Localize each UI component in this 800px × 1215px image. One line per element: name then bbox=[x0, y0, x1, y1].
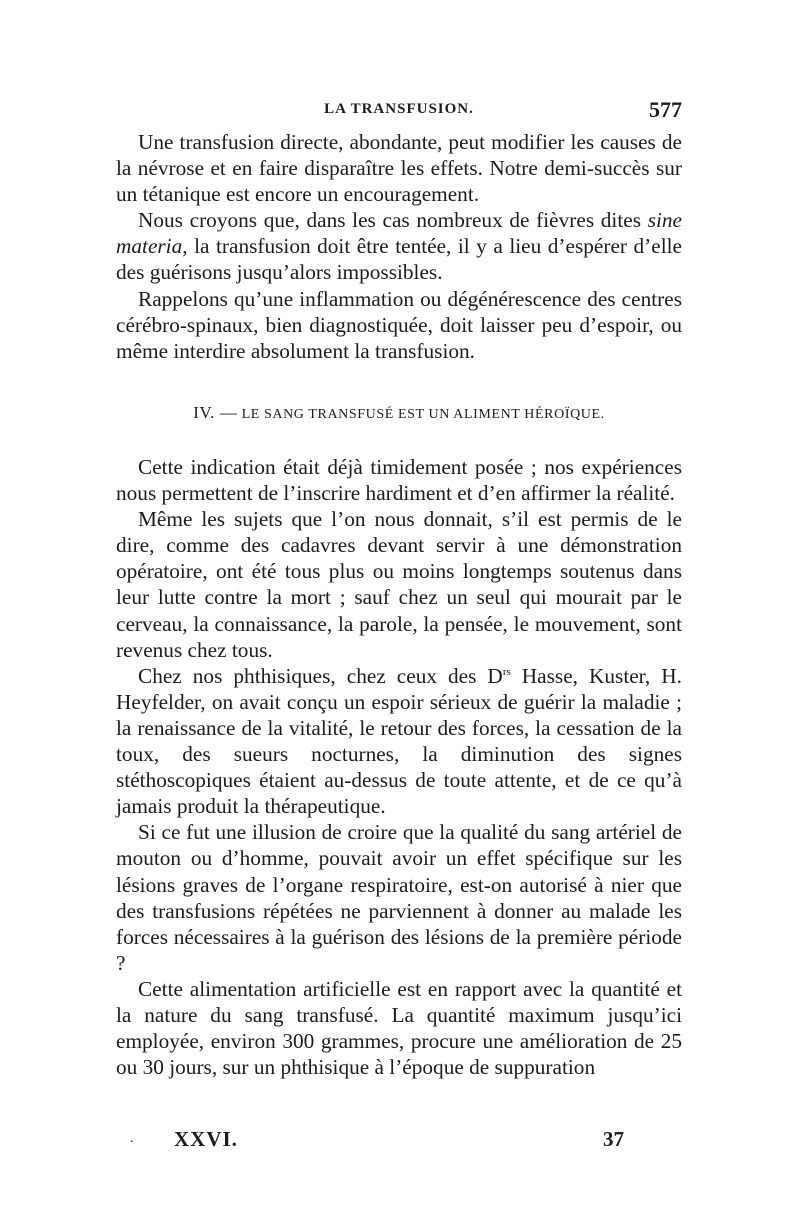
paragraph-text: Nous croyons que, dans les cas nombreux de fièvres dites bbox=[138, 208, 648, 233]
section-heading bbox=[116, 403, 682, 423]
paragraph-text: , la transfusion doit être tentée, il y a lieu d’espérer d’elle des guérisons jusqu’alors impossibles. bbox=[116, 234, 682, 285]
running-head bbox=[116, 97, 682, 123]
section-number: IV. — bbox=[193, 403, 238, 422]
sheet-number: 37 bbox=[603, 1127, 624, 1151]
paragraph-text: Chez nos phthisiques, chez ceux des D bbox=[138, 663, 503, 688]
paragraph: Même les sujets que l’on nous donnait, s’il est permis de le dire, comme des cadavres devant servir à une démonstration opératoire, ont été tous plus ou moins longtemps soutenus dans leur lutte contre la mort ; sauf chez un seul qui mourait par le cerveau, la connaissance, la parole, la pensée, le mouvement, sont revenus chez tous. bbox=[116, 507, 682, 662]
paragraph: Une transfusion directe, abondante, peut modifier les causes de la névrose et en faire disparaître les effets. Notre demi-succès sur un tétanique est encore un encouragement. bbox=[116, 130, 682, 207]
paragraph bbox=[116, 663, 682, 820]
text-block-first bbox=[116, 129, 682, 364]
section-title: LE SANG TRANSFUSÉ EST UN ALIMENT HÉROÏQUE. bbox=[241, 407, 605, 422]
page-footer bbox=[116, 1127, 682, 1157]
paragraph: Cette alimentation artificielle est en rapport avec la quantité et la nature du sang transfusé. La quantité maximum jusqu’ici employée, environ 300 grammes, procure une amélioration de 25 ou 30 jours, sur un phthisique à l’époque de suppuration bbox=[116, 976, 682, 1080]
paragraph: Cette indication était déjà timidement posée ; nos expériences nous permettent de l’inscrire hardiment et d’en affirmer la réalité. bbox=[116, 455, 682, 506]
superscript: rs bbox=[502, 665, 511, 678]
paragraph bbox=[116, 207, 682, 285]
latin-term: sine materia bbox=[116, 208, 682, 259]
paragraph: Rappelons qu’une inflammation ou dégénérescence des centres cérébro-spinaux, bien diagnostiquée, doit laisser peu d’espoir, ou même interdire absolument la transfusion. bbox=[116, 286, 682, 363]
page-number: 577 bbox=[649, 97, 682, 122]
footer-mark: . bbox=[130, 1131, 134, 1146]
text-block-second bbox=[116, 454, 682, 1080]
running-title: LA TRANSFUSION. bbox=[324, 101, 474, 117]
signature-mark: XXVI. bbox=[174, 1127, 238, 1151]
paragraph: Si ce fut une illusion de croire que la qualité du sang artériel de mouton ou d’homme, pouvait avoir un effet spécifique sur les lésions graves de l’organe respiratoire, est-on autorisé à nier que des transfusions répétées ne parviennent à donner au malade les forces nécessaires à la guérison des lésions de la première période ? bbox=[116, 820, 682, 975]
paragraph-text: Hasse, Kuster, H. Heyfelder, on avait conçu un espoir sérieux de guérir la maladie ; la renaissance de la vitalité, le retour des forces, la cessation de la toux, des sueurs nocturnes, la diminution des signes stéthoscopiques étaient au-dessus de toute attente, et de ce qu’à jamais produit la thérapeutique. bbox=[116, 663, 682, 819]
